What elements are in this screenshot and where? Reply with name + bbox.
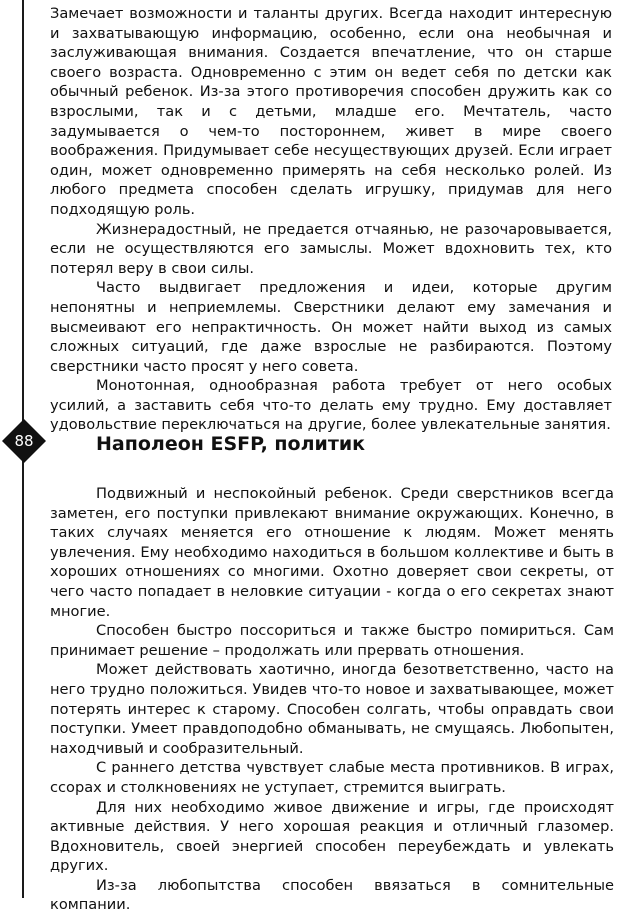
paragraph: Жизнерадостный, не предается отчаянью, не разочаровывается, если не осуществляются его замыслы. Может вдохновить тех, кто потерял веру в свои силы. [50,220,612,277]
paragraph: С раннего детства чувствует слабые места противников. В играх, ссорах и столкновениях не уступает, стремится выиграть. [50,759,614,796]
paragraph: Монотонная, однообразная работа требует от него особых усилий, а заставить себя что-то делать ему трудно. Ему доставляет удовольствие переключаться на другие, более увлекательные занятия. [50,377,612,434]
paragraph: Часто выдвигает предложения и идеи, которые другим непонятны и неприемлемы. Сверстники делают ему замечания и высмеивают его непрактичность. Он может найти выход из самых сложных ситуаций, где даже взрослые не разбираются. Поэтому сверстники часто просят у него совета. [50,279,612,375]
paragraph: Из-за любопытства способен ввязаться в сомнительные компании. [50,876,614,914]
paragraph: Для них необходимо живое движение и игры, где происходят активные действия. У него хорошая реакция и отличный глазомер. Вдохновитель, своей энергией способен переубеждать и увлекать других. [50,798,614,875]
text-block-bottom [50,484,614,915]
paragraph: Замечает возможности и таланты других. Всегда находит интересную и захватывающую информацию, особенно, если она необычная и заслуживающая внимания. Создается впечатление, что он старше своего возраста. Одновременно с этим он ведет себя по детски как обычный ребенок. Из-за этого противоречия способен дружить как со взрослыми, так и с детьми, младше его. Мечтатель, часто задумывается о чем-то постороннем, живет в мире своего воображения. Придумывает себе несуществующих друзей. Если играет один, может одновременно примерять на себя несколько ролей. Из любого предмета способен сделать игрушку, придумав для него подходящую роль. [50,5,612,218]
page-number: 88 [14,432,34,450]
paragraph: Способен быстро поссориться и также быстро помириться. Сам принимает решение – продолжать или прервать отношения. [50,622,614,659]
paragraph: Подвижный и неспокойный ребенок. Среди сверстников всегда заметен, его поступки привлекают внимание окружающих. Конечно, в таких случаях меняется его отношение к людям. Может менять увлечения. Ему необходимо находиться в большом коллективе и быть в хороших отношениях со многими. Охотно доверяет свои секреты, от чего часто попадает в неловкие ситуации - когда о его секретах знают многие. [50,485,614,620]
paragraph: Может действовать хаотично, иногда безответственно, часто на него трудно положиться. Увидев что-то новое и захватывающее, может потерять интерес к старому. Способен солгать, чтобы оправдать свои поступки. Умеет правдоподобно обманывать, не смущаясь. Любопытен, находчивый и сообразительный. [50,661,614,757]
section-title: Наполеон ESFP, политик [96,433,366,455]
text-block-top [50,4,612,435]
